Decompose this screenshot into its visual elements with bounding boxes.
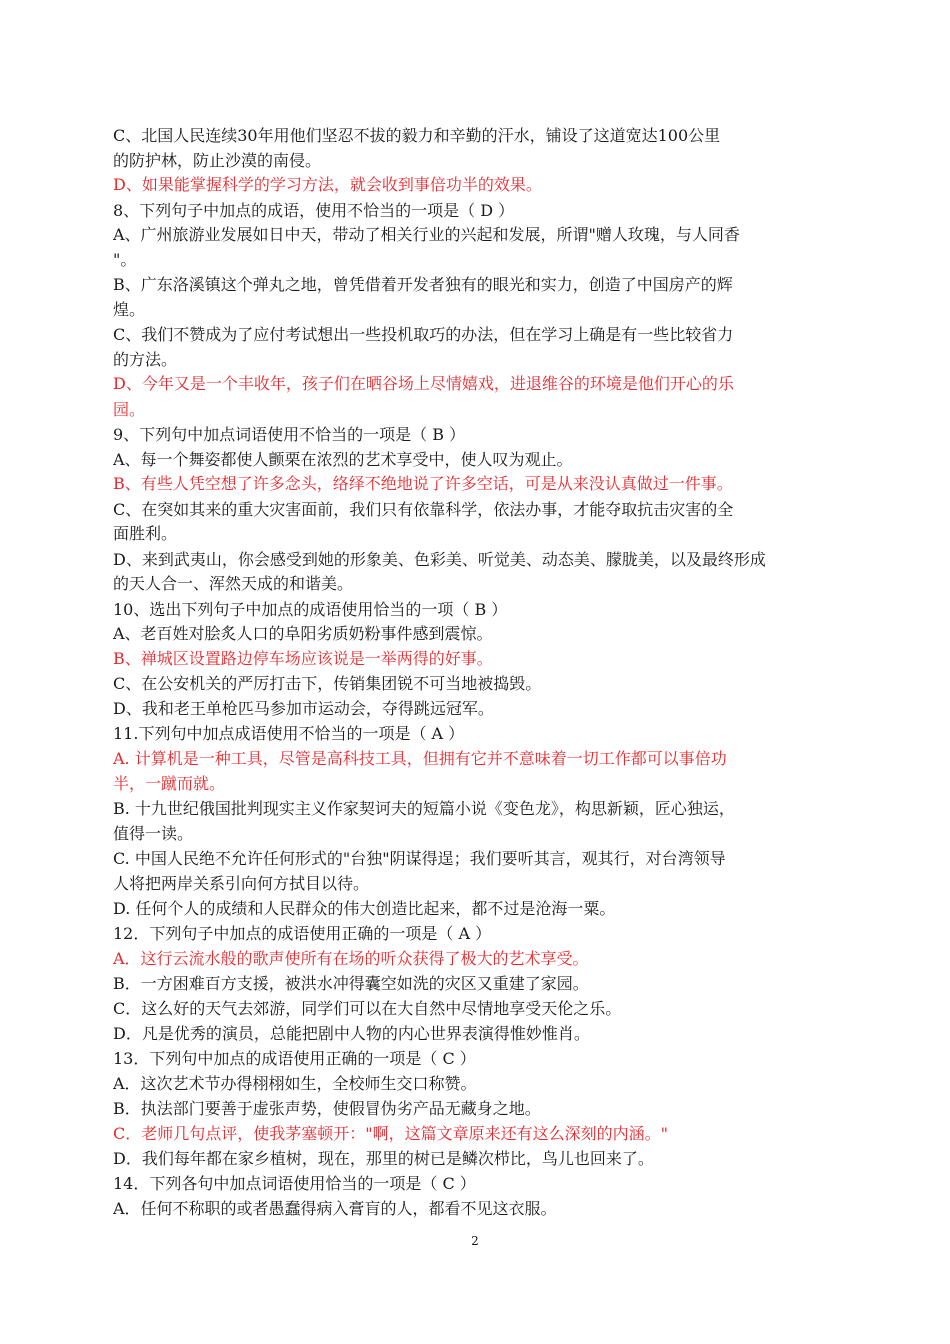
page-number: 2: [471, 1234, 479, 1248]
text-line: B、有些人凭空想了许多念头，络绎不绝地说了许多空话，可是从来没认真做过一件事。: [113, 474, 733, 493]
text-line: A、老百姓对脍炙人口的阜阳劣质奶粉事件感到震惊。: [113, 624, 493, 643]
text-line: A．任何不称职的或者愚蠢得病入膏肓的人，都看不见这衣服。: [113, 1199, 557, 1218]
text-line: C、北国人民连续30年用他们坚忍不拔的毅力和辛勤的汗水，铺设了这道宽达100公里: [113, 126, 721, 145]
text-line: C. 中国人民绝不允许任何形式的"台独"阴谋得逞；我们要听其言，观其行，对台湾领导: [113, 849, 726, 868]
text-line: D、来到武夷山，你会感受到她的形象美、色彩美、听觉美、动态美、朦胧美，以及最终形成: [113, 550, 766, 569]
text-line: A．这次艺术节办得栩栩如生，全校师生交口称赞。: [113, 1074, 477, 1093]
text-line: A、每一个舞姿都使人颤栗在浓烈的艺术享受中，使人叹为观止。: [113, 450, 573, 469]
text-line: 的防护林，防止沙漠的南侵。: [113, 151, 322, 170]
text-line: C、在公安机关的严厉打击下，传销集团锐不可当地被捣毁。: [113, 674, 542, 693]
text-line: 煌。: [113, 300, 146, 319]
text-line: 8、下列句子中加点的成语，使用不恰当的一项是（ D ）: [113, 201, 515, 220]
text-line: B、禅城区设置路边停车场应该说是一举两得的好事。: [113, 649, 493, 668]
text-line: B. 十九世纪俄国批判现实主义作家契诃夫的短篇小说《变色龙》，构思新颖，匠心独运，: [113, 799, 735, 818]
text-line: D．凡是优秀的演员，总能把剧中人物的内心世界表演得惟妙惟肖。: [113, 1024, 590, 1043]
text-line: 14．下列各句中加点词语使用恰当的一项是（ C ）: [113, 1174, 476, 1193]
text-line: 9、下列句中加点词语使用不恰当的一项是（ B ）: [113, 425, 466, 444]
text-line: D、如果能掌握科学的学习方法，就会收到事倍功半的效果。: [113, 175, 542, 194]
text-line: 12．下列句子中加点的成语使用正确的一项是（ A ）: [113, 924, 492, 943]
text-line: C．老师几句点评，使我茅塞顿开："啊，这篇文章原来还有这么深刻的内涵。": [113, 1124, 668, 1143]
text-line: D、今年又是一个丰收年，孩子们在晒谷场上尽情嬉戏，进退维谷的环境是他们开心的乐: [113, 374, 734, 393]
text-line: 值得一读。: [113, 824, 194, 843]
text-line: 10、选出下列句子中加点的成语使用恰当的一项（ B ）: [113, 600, 508, 619]
text-line: C．这么好的天气去郊游，同学们可以在大自然中尽情地享受天伦之乐。: [113, 999, 622, 1018]
text-line: 人将把两岸关系引向何方拭目以待。: [113, 874, 370, 893]
text-line: A. 计算机是一种工具，尽管是高科技工具，但拥有它并不意味着一切工作都可以事倍功: [113, 749, 727, 768]
text-line: C、在突如其来的重大灾害面前，我们只有依靠科学，依法办事，才能夺取抗击灾害的全: [113, 500, 734, 519]
text-line: B．执法部门要善于虚张声势，使假冒伪劣产品无藏身之地。: [113, 1099, 541, 1118]
text-line: B．一方困难百方支援，被洪水冲得囊空如洗的灾区又重建了家园。: [113, 974, 589, 993]
text-line: D、我和老王单枪匹马参加市运动会，夺得跳远冠军。: [113, 699, 494, 718]
text-line: 11.下列句中加点成语使用不恰当的一项是（ A ）: [113, 724, 465, 743]
text-line: B、广东洛溪镇这个弹丸之地，曾凭借着开发者独有的眼光和实力，创造了中国房产的辉: [113, 275, 733, 294]
text-line: 园。: [113, 400, 146, 419]
text-line: A．这行云流水般的歌声使所有在场的听众获得了极大的艺术享受。: [113, 949, 589, 968]
text-line: A、广州旅游业发展如日中天，带动了相关行业的兴起和发展，所谓"赠人玫瑰，与人同香: [113, 225, 740, 244]
text-line: 的天人合一、浑然天成的和谐美。: [113, 574, 354, 593]
text-line: 半，一蹴而就。: [113, 774, 226, 793]
text-line: C、我们不赞成为了应付考试想出一些投机取巧的办法，但在学习上确是有一些比较省力: [113, 325, 734, 344]
text-line: D. 任何个人的成绩和人民群众的伟大创造比起来，都不过是沧海一粟。: [113, 899, 616, 918]
text-line: 面胜利。: [113, 524, 178, 543]
text-line: D．我们每年都在家乡植树，现在，那里的树已是鳞次栉比，鸟儿也回来了。: [113, 1149, 654, 1168]
text-line: 13．下列句中加点的成语使用正确的一项是（ C ）: [113, 1049, 476, 1068]
text-line: "。: [113, 250, 137, 269]
text-line: 的方法。: [113, 350, 178, 369]
